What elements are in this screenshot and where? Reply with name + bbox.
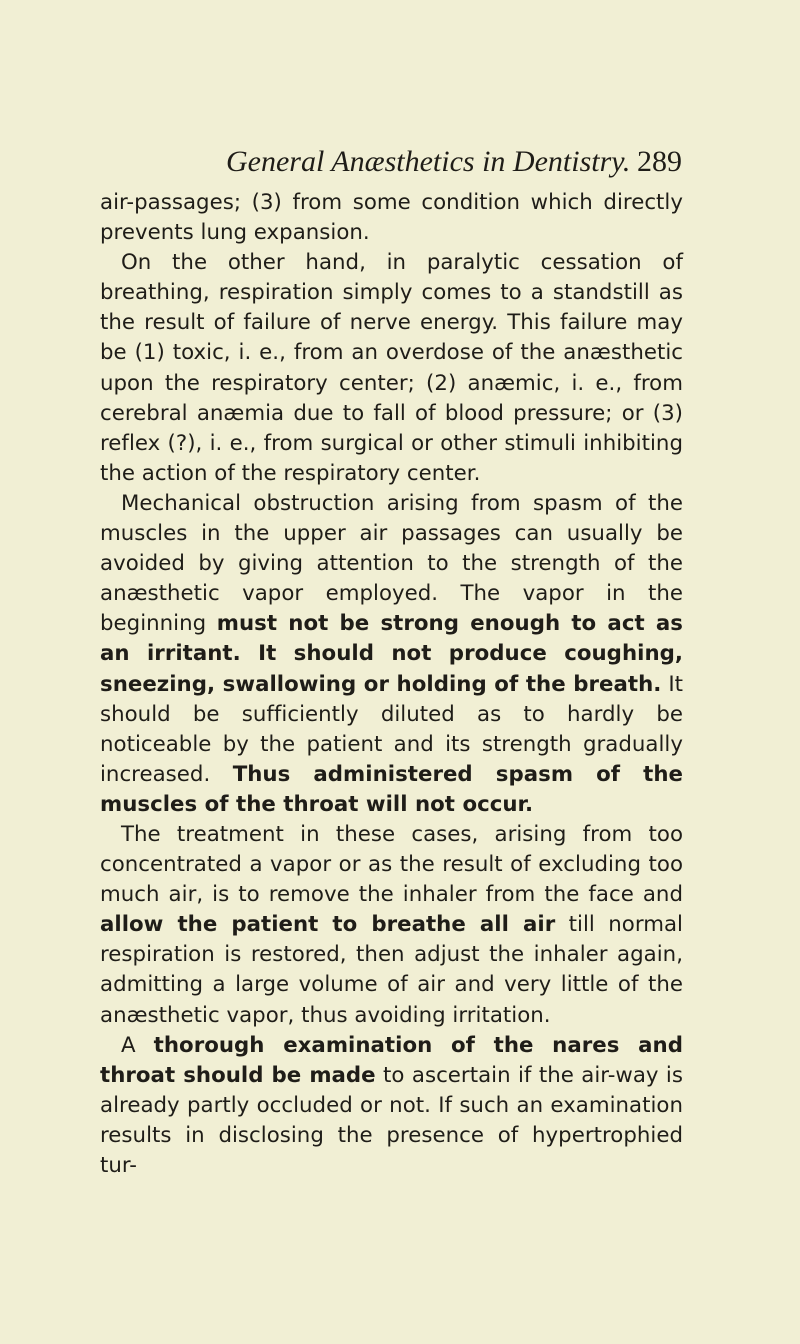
bold-text-segment: Thus administered spasm of the muscles of the throat will not occur. xyxy=(100,761,684,817)
text-segment: On the other hand, in paralytic cessation of breathing, respiration simply comes to a standstill as the result of failure of nerve energy. This failure may be (1) toxic, i. e., from an overdose of the anæsthetic upon the respiratory center; (2) anæmic, i. e., from cerebral anæmia due to fall of blood pressure; or (3) reflex (?), i. e., from surgical or other stimuli inhibiting the action of the respiratory center. xyxy=(100,250,683,486)
text-segment: air-passages; (3) from some condition which directly prevents lung expansion. xyxy=(100,190,683,246)
paragraph-3 xyxy=(100,489,683,820)
text-segment: The treatment in these cases, arising from too concentrated a vapor or as the result of excluding too much air, is to remove the inhaler from the face and xyxy=(100,821,683,908)
page-number: 289 xyxy=(637,145,682,178)
bold-text-segment: allow the patient to breathe all air xyxy=(100,912,556,938)
paragraph-2 xyxy=(100,248,683,489)
paragraph-4 xyxy=(100,820,683,1031)
paragraph-1 xyxy=(100,188,683,248)
text-segment: A xyxy=(121,1032,154,1058)
bold-text-segment: must not be strong enough to act as an irritant. It should not produce coughing, sneezing, swallowing or holding of the breath. xyxy=(100,611,683,697)
running-head xyxy=(226,144,682,180)
running-head-title: General Anæsthetics in Dentistry. xyxy=(226,145,631,178)
body-text xyxy=(100,188,683,1181)
paragraph-5 xyxy=(100,1031,683,1181)
text-segment: to ascertain if the air-way is already partly occluded or not. If such an examination results in disclosing the presence of hypertrophied tur- xyxy=(100,1062,683,1178)
bold-text-segment: thorough examination of the nares and throat should be made xyxy=(100,1032,683,1088)
text-segment: till normal respiration is restored, then adjust the inhaler again, admitting a large volume of air and very little of the anæsthetic vapor, thus avoiding irritation. xyxy=(100,912,683,1028)
text-segment: Mechanical obstruction arising from spasm of the muscles in the upper air passages can usually be avoided by giving attention to the strength of the anæsthetic vapor employed. The vapor in the beginning xyxy=(100,490,683,637)
text-segment: It should be sufficiently diluted as to hardly be noticeable by the patient and its strength gradually increased. xyxy=(100,671,683,787)
